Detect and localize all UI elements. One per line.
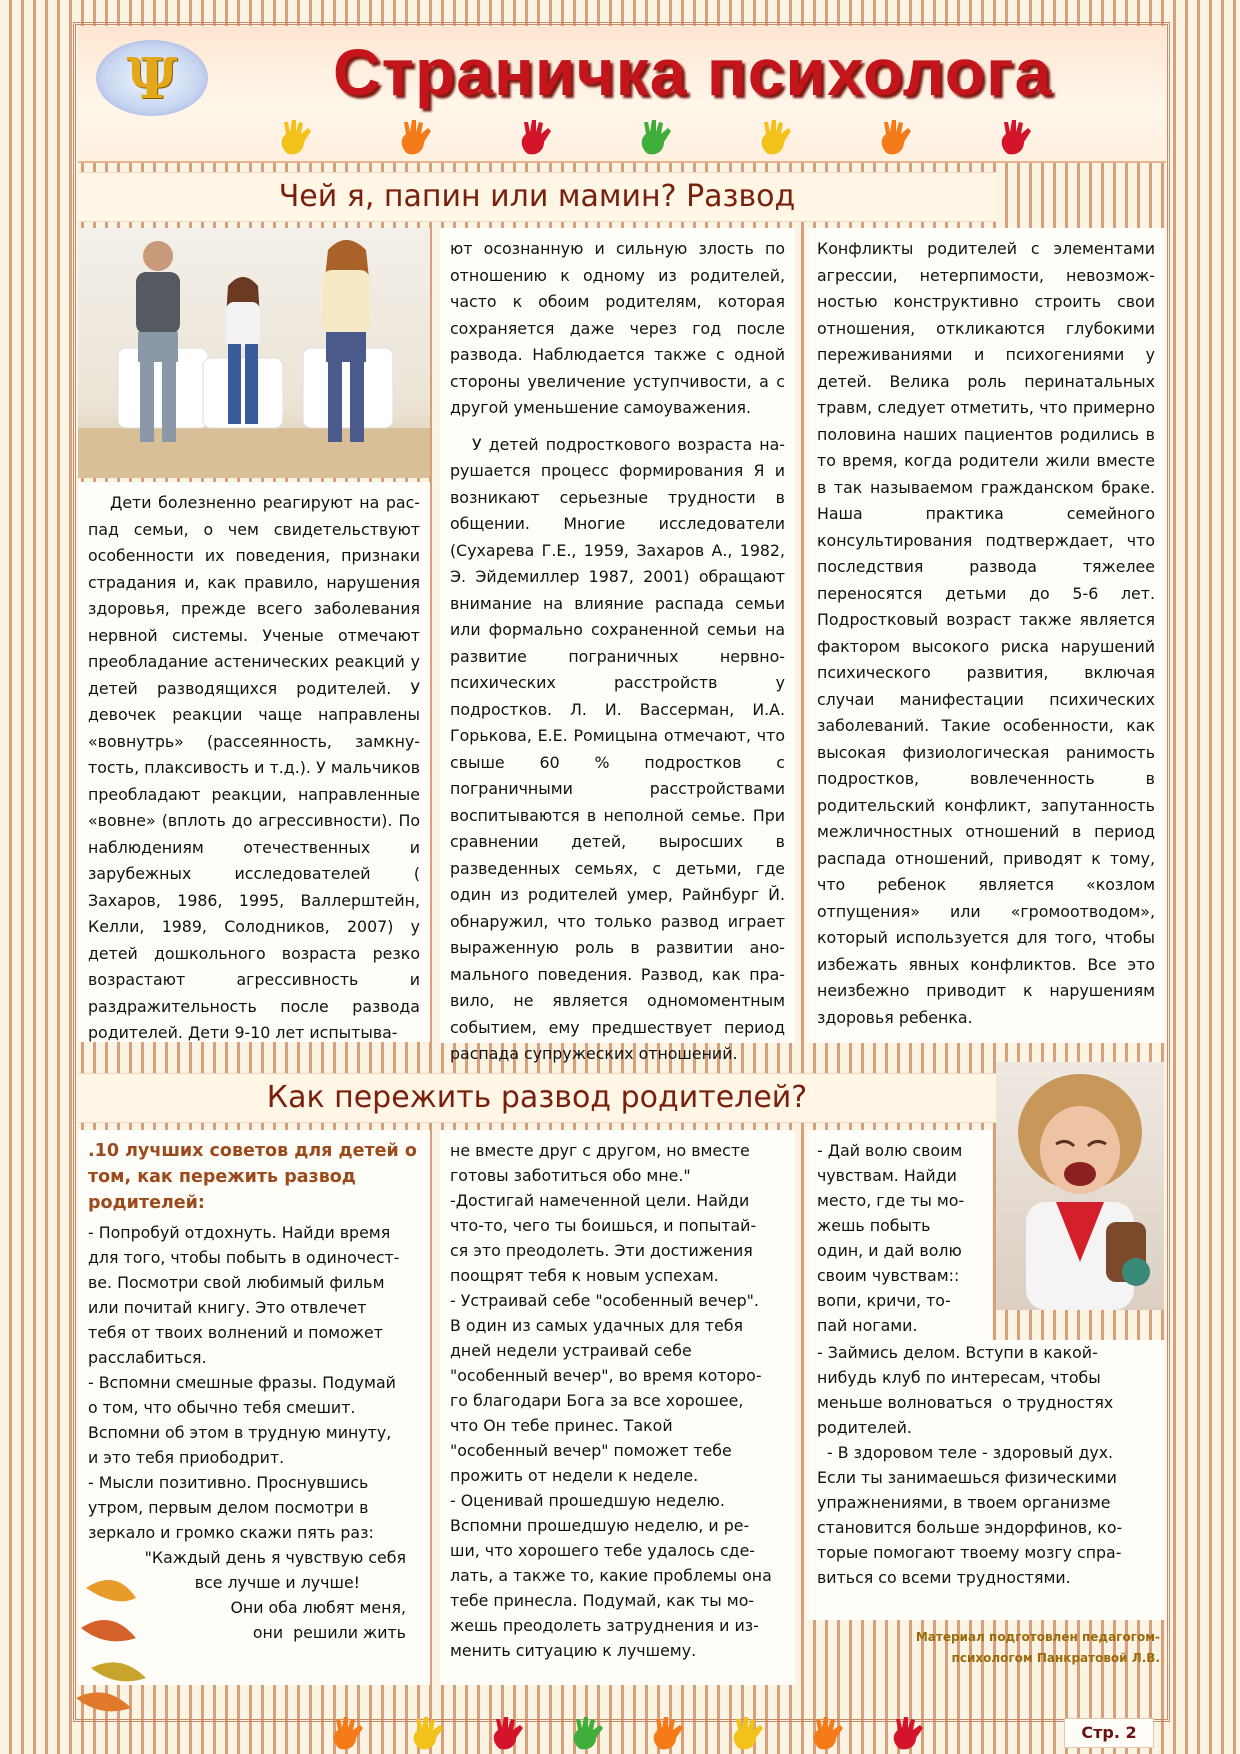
article-text-col3: Конфликты родителей с элементами агрессии, нетерпимости, невозможностью конструктивно строить свои отношения, откликаются глубокими переживаниями и психогениями у детей. Велика роль перинатальных травм, следует отметить, что примерно половина наших пациентов родились в то время, когда родители жили вместе в так называемом гражданском браке. Наша практика семейного консультирования подтверждает, что последствия развода тяжелее переносятся детьми до 5-6 лет. Подростковый возраст также является фактором высокого риска нарушений психического развития, включая случаи манифестации психических заболеваний. Такие особенности, как высокая физиологическая ранимость подростков, вовлеченность в родительский конфликт, запутанность межличностных отношений в период распада отношений, приводят к тому, что ребенок является «козлом отпущения» или «громоотводом», который используется для того, чтобы избежать явных конфликтов. Все это неизбежно приводит к нарушениям здоровья ребенка. — [817, 239, 1155, 1027]
tips-heading: .10 лучших советов для детей о том, как пережить развод родителей: — [88, 1141, 417, 1213]
crying-child-illustration — [996, 1062, 1164, 1310]
handprint-icon — [1002, 120, 1031, 154]
family-photo — [78, 228, 430, 478]
text-line: - Дай волю своим — [817, 1141, 963, 1160]
handprint-icon — [882, 120, 911, 154]
handprint-icon — [654, 1717, 683, 1749]
handprint-icon — [814, 1717, 843, 1749]
text-line: - Мысли позитивно. Проснувшись — [88, 1473, 369, 1492]
text-line: виться со всеми трудностями. — [817, 1568, 1071, 1587]
text-line: для того, чтобы побыть в одиночест- — [88, 1248, 400, 1267]
text-line: готовы заботиться обо мне." — [450, 1166, 691, 1185]
text-line: "особенный вечер" поможет тебе — [450, 1441, 732, 1460]
text-line: нибудь клуб по интересам, чтобы — [817, 1368, 1101, 1387]
text-line: "особенный вечер", во время которо- — [450, 1366, 762, 1385]
text-line: ши, что хорошего тебе удалось сде- — [450, 1541, 756, 1560]
text-line: торые помогают твоему мозгу спра- — [817, 1543, 1122, 1562]
handprint-icon — [522, 120, 551, 154]
text-line: В один из самых удачных для тебя — [450, 1316, 744, 1335]
text-line: утром, первым делом посмотри в — [88, 1498, 369, 1517]
text-line: становится больше эндорфинов, ко- — [817, 1518, 1123, 1537]
text-line: что Он тебе принес. Такой — [450, 1416, 673, 1435]
text-line: Вспомни об этом в трудную минуту, — [88, 1423, 392, 1442]
text-line: родителей. — [817, 1418, 912, 1437]
text-line: "Каждый день я чувствую себя — [144, 1548, 406, 1567]
text-line: о том, что обычно тебя смешит. — [88, 1398, 356, 1417]
text-line: прожить от недели к неделе. — [450, 1466, 699, 1485]
text-line: все лучше и лучше! — [194, 1573, 360, 1592]
handprint-icon — [762, 120, 791, 154]
text-line: - Вспомни смешные фразы. Подумай — [88, 1373, 396, 1392]
text-line: что-то, чего ты боишься, и попытай- — [450, 1216, 757, 1235]
text-line: пай ногами. — [817, 1316, 918, 1335]
text-line: Если ты занимаешься физическими — [817, 1468, 1117, 1487]
tips-column-2 — [440, 1130, 795, 1685]
text-line: Они оба любят меня, — [230, 1598, 406, 1617]
handprint-icon — [642, 120, 671, 154]
page-number: Стр. 2 — [1064, 1718, 1154, 1748]
article-text-col1: Дети болезненно реагируют на распад семьи, о чем свидетельствуют особенности их поведения, признаки страдания и, как правило, нарушения здоровья, прежде всего заболевания нервной системы. Ученые отмечают преобладание астенических реакций у детей разводящихся родителей. У девочек реакции чаще направлены «вовнутрь» (рассеянность, замкнутость, плаксивость и т.д.). У мальчиков преобладают реакции, направленные «вовне» (вплоть до агрессивности). По наблюдениям отечественных и зарубежных исследователей ( Захаров, 1986, 1995, Валлерштейн, Келли, 1989, Солодников, 2007) у детей дошкольного возраста резко возрастают агрессивность и раздражительность после развода родителей. Дети 9-10 лет испытыва- — [88, 493, 420, 1042]
text-line: тебе принесла. Подумай, как ты мо- — [450, 1591, 755, 1610]
text-line: лать, а также то, какие проблемы она — [450, 1566, 772, 1585]
tips-column-3 — [807, 1340, 1165, 1620]
credit-line-2: психологом Панкратовой Л.В. — [951, 1651, 1160, 1665]
credit-line-1: Материал подготовлен педагогом- — [915, 1630, 1160, 1644]
text-line: - Попробуй отдохнуть. Найди время — [88, 1223, 391, 1242]
text-line: они решили жить — [252, 1623, 406, 1642]
page-title: Страничка психолога — [333, 35, 1053, 109]
text-line: -Достигай намеченной цели. Найди — [450, 1191, 750, 1210]
tips-column-3-top — [807, 1130, 992, 1340]
text-line: менить ситуацию к лучшему. — [450, 1641, 697, 1660]
section-title-bar — [78, 172, 996, 222]
author-credit — [820, 1627, 1160, 1669]
handprint-icon — [414, 1717, 443, 1749]
text-line: меньше волноваться о трудностях — [817, 1393, 1114, 1412]
text-line: место, где ты мо- — [817, 1191, 965, 1210]
autumn-leaves-decoration — [76, 1568, 161, 1718]
handprints-decoration — [268, 118, 1166, 158]
footer-handprints-decoration — [80, 1715, 1080, 1751]
text-line: или почитай книгу. Это отвлечет — [88, 1298, 367, 1317]
crying-child-photo — [996, 1062, 1164, 1310]
tips-list-col1 — [88, 1220, 420, 1545]
text-line: го благодари Бога за все хорошее, — [450, 1391, 744, 1410]
handprint-icon — [402, 120, 431, 154]
text-line: расслабиться. — [88, 1348, 207, 1367]
text-line: поощрят тебя к новым успехам. — [450, 1266, 719, 1285]
handprint-icon — [894, 1717, 923, 1749]
section-title-divorce: Чей я, папин или мамин? Развод — [278, 179, 796, 214]
handprint-icon — [494, 1717, 523, 1749]
tips-list-col3-top — [817, 1138, 992, 1338]
family-illustration — [78, 228, 430, 478]
text-line: и это тебя приободрит. — [88, 1448, 285, 1467]
text-line: - Устраивай себе "особенный вечер". — [450, 1291, 759, 1310]
psi-icon: Ψ — [126, 46, 178, 112]
text-line: не вместе друг с другом, но вместе — [450, 1141, 750, 1160]
text-line: тебя от твоих волнений и поможет — [88, 1323, 383, 1342]
text-line: своим чувствам:: — [817, 1266, 960, 1285]
text-line: жешь преодолеть затруднения и из- — [450, 1616, 759, 1635]
section-title-bar-2 — [78, 1073, 996, 1123]
text-line: вопи, кричи, то- — [817, 1291, 951, 1310]
article-column-2 — [440, 228, 795, 1063]
text-line: ся это преодолеть. Эти достижения — [450, 1241, 753, 1260]
text-line: зеркало и громко скажи пять раз: — [88, 1523, 374, 1542]
text-line: - В здоровом теле - здоровый дух. — [817, 1443, 1114, 1462]
text-line: Вспомни прошедшую неделю, и ре- — [450, 1516, 750, 1535]
article-column-3 — [807, 228, 1165, 1043]
article-text-col2-p2: У детей подросткового возраста нарушается процесс формирования Я и возникают серьезные трудности в общении. Многие исследователи (Сухарева Г.Е., 1959, Захаров А., 1982, Э. Эйдемиллер 1987, 2001) обращают внимание на влияние распада семьи или формально сохраненной семьи на развитие пограничных нервно-психических расстройств у подростков. Л. И. Вассерман, И.А. Горькова, Е.Е. Ромицына отмечают, что свыше 60 % подростков с пограничными расстройствами воспитываются в неполной семье. При сравнении детей, выросших в разведенных семьях, с детьми, где один из родителей умер, Райнбург Й. обнаружил, что только развод играет выраженную роль в развитии аномального поведения. Развод, как правило, не является одномоментным событием, ему предшествует период распада супружеских отношений. — [450, 434, 785, 1063]
psychology-logo — [96, 40, 208, 116]
text-line: чувствам. Найди — [817, 1166, 957, 1185]
text-line: ве. Посмотри свой любимый фильм — [88, 1273, 385, 1292]
article-column-1 — [78, 482, 430, 1042]
text-line: упражнениями, в твоем организме — [817, 1493, 1111, 1512]
text-line: дней недели устраивай себе — [450, 1341, 692, 1360]
handprint-icon — [334, 1717, 363, 1749]
handprint-icon — [734, 1717, 763, 1749]
section-title-tips: Как пережить развод родителей? — [266, 1080, 808, 1115]
text-line: один, и дай волю — [817, 1241, 962, 1260]
header-banner — [78, 26, 1166, 163]
text-line: жешь побыть — [817, 1216, 931, 1235]
article-text-col2-p1: ют осознанную и сильную злость по отношению к одному из родителей, часто к обоим родителям, которая сохраняется даже через год после развода. Наблюдается также с одной стороны увеличение уступчивости, а с другой уменьшение самоуважения. — [450, 239, 785, 417]
tips-list-col3 — [817, 1340, 1155, 1590]
tips-list-col2 — [450, 1138, 785, 1663]
handprint-icon — [574, 1717, 603, 1749]
handprint-icon — [282, 120, 311, 154]
text-line: - Займись делом. Вступи в какой- — [817, 1343, 1098, 1362]
text-line: - Оценивай прошедшую неделю. — [450, 1491, 725, 1510]
